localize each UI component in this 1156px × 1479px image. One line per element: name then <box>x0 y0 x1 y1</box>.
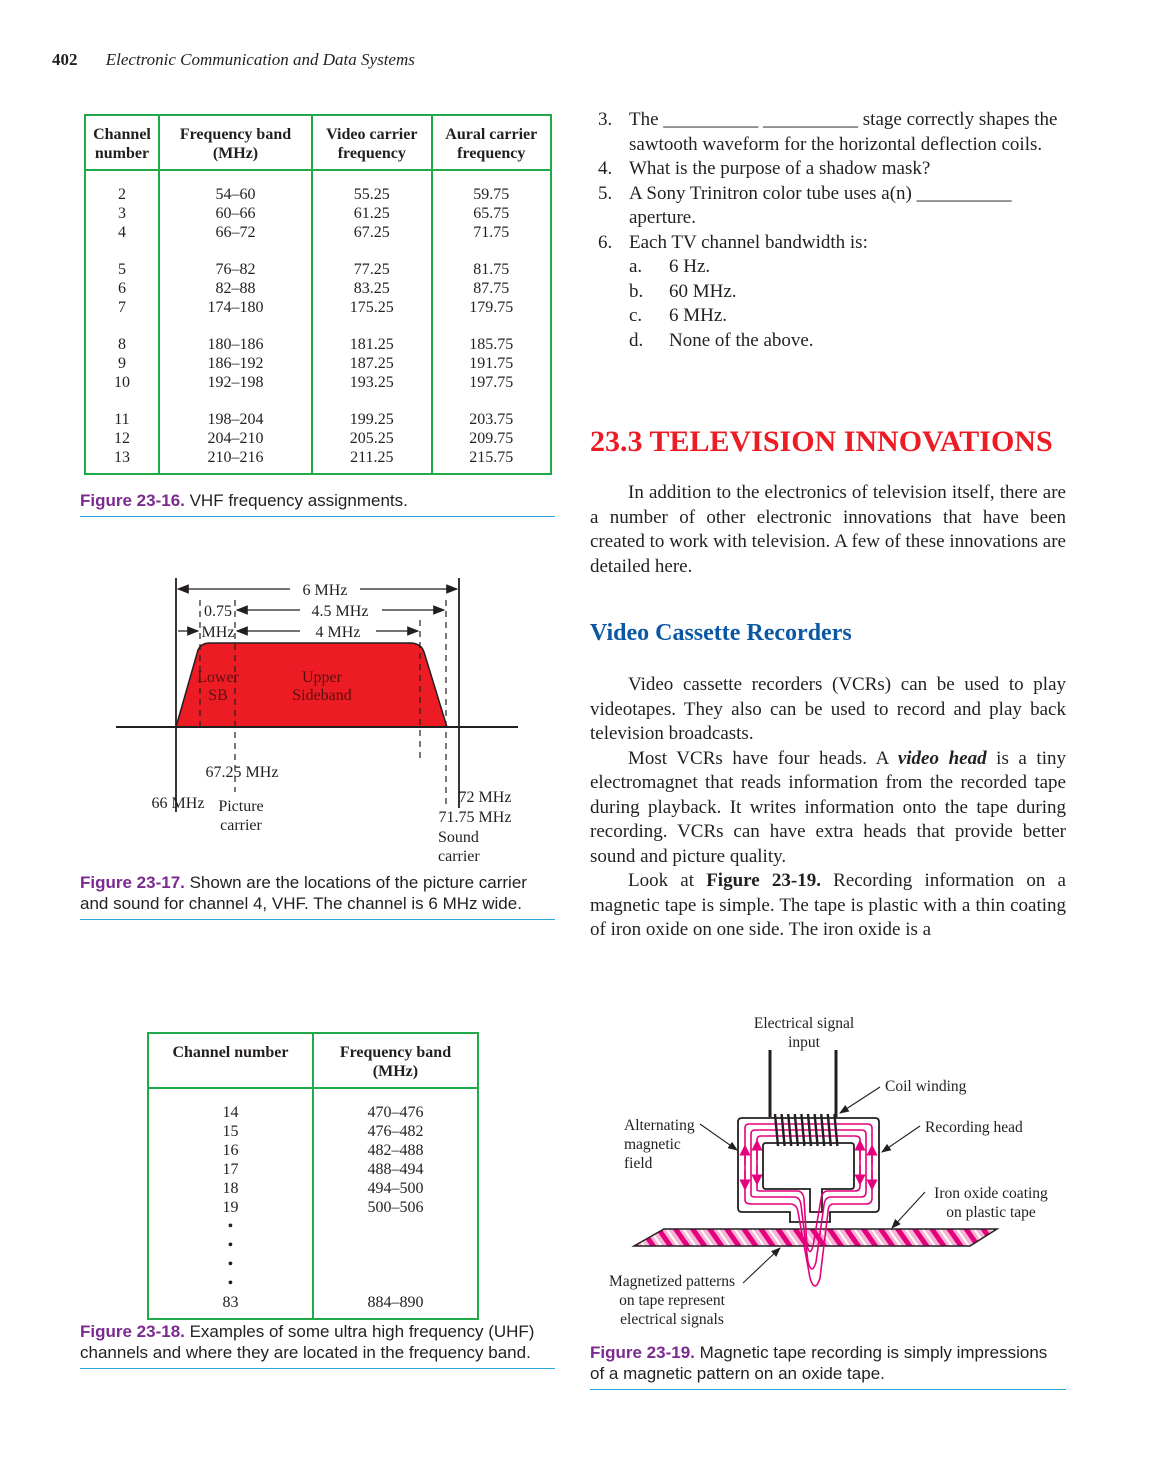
label-coating-2: on plastic tape <box>946 1204 1036 1221</box>
subsection-heading: Video Cassette Recorders <box>590 620 852 646</box>
caption-text: Shown are the locations of the picture carrier and sound for channel 4, VHF. The channel is 6 MHz wide. <box>80 873 527 913</box>
table-cell: 488–494 <box>313 1160 478 1179</box>
spacer-cell <box>159 242 312 260</box>
spacer-cell <box>312 242 431 260</box>
table-cell: 19 <box>148 1198 313 1217</box>
table-cell: 174–180 <box>159 298 312 317</box>
label-mhz: MHz <box>201 624 235 641</box>
answer-option <box>598 280 1068 305</box>
table-row <box>85 298 551 317</box>
table-cell: 59.75 <box>432 170 552 204</box>
text: is a tiny electromagnet that reads information from the recorded tape during playback. It writes information onto the tape during recording. VCRs can have extra heads that provide better sound and picture quality. <box>590 747 1066 867</box>
table-row <box>148 1122 478 1141</box>
table-cell: 215.75 <box>432 448 552 474</box>
label-4-5mhz: 4.5 MHz <box>311 603 369 620</box>
table-row <box>85 448 551 474</box>
label-picture: Picture <box>218 798 264 815</box>
header-line: frequency <box>337 145 406 162</box>
answer-option <box>598 255 1068 280</box>
table-cell: 3 <box>85 204 159 223</box>
answer-option <box>598 329 1068 354</box>
option-text: 60 MHz. <box>669 280 737 302</box>
label-72: 72 MHz <box>458 789 512 806</box>
table-cell: 210–216 <box>159 448 312 474</box>
option-letter: c. <box>629 305 643 326</box>
label-patterns-1: Magnetized patterns <box>608 1273 736 1290</box>
header-line: (MHz) <box>372 1063 419 1080</box>
table-cell: 199.25 <box>312 410 431 429</box>
table-cell: 54–60 <box>159 170 312 204</box>
table-cell: 203.75 <box>432 410 552 429</box>
table-cell: 77.25 <box>312 260 431 279</box>
option-letter: d. <box>629 329 644 351</box>
table-cell: 6 <box>85 279 159 298</box>
table-cell: 12 <box>85 429 159 448</box>
label-sound: Sound <box>438 829 479 846</box>
column-header <box>432 115 552 170</box>
channel-spectrum-diagram <box>100 570 540 870</box>
intro-paragraph: In addition to the electronics of television itself, there are a number of other electronic innovations that have been created to work with television. A few of these innovations are detailed here. <box>590 482 1066 577</box>
label-carrier: carrier <box>220 817 262 834</box>
label-66: 66 MHz <box>151 795 205 812</box>
answer-option <box>598 304 1068 329</box>
column-header <box>159 115 312 170</box>
table-cell: 15 <box>148 1122 313 1141</box>
table-cell: 82–88 <box>159 279 312 298</box>
pointer-coil <box>840 1087 880 1113</box>
vcr-paragraph-3 <box>590 869 1066 943</box>
label-6mhz: 6 MHz <box>302 582 348 599</box>
table-cell: 87.75 <box>432 279 552 298</box>
table-cell: 209.75 <box>432 429 552 448</box>
book-title: Electronic Communication and Data Systems <box>105 50 415 69</box>
header-line: number <box>94 145 150 162</box>
column-header <box>85 115 159 170</box>
table-cell: 13 <box>85 448 159 474</box>
label-4mhz: 4 MHz <box>315 624 361 641</box>
table-row <box>148 1198 478 1217</box>
vhf-table-wrap <box>84 114 552 475</box>
vcr-paragraph-2 <box>590 747 1066 870</box>
table-row <box>85 204 551 223</box>
table-cell: 55.25 <box>312 170 431 204</box>
header-line: Frequency band <box>339 1044 452 1061</box>
table-row <box>85 354 551 373</box>
recording-head-diagram <box>595 1005 1065 1335</box>
table-row <box>148 1255 478 1274</box>
table-cell <box>313 1217 478 1236</box>
figure-label: Figure 23-16. <box>80 491 185 510</box>
label-signal-input-2: input <box>788 1034 820 1051</box>
label-0-75: 0.75 <box>204 603 232 620</box>
table-row <box>148 1217 478 1236</box>
table-cell <box>313 1236 478 1255</box>
table-cell: 18 <box>148 1179 313 1198</box>
table-cell: 14 <box>148 1088 313 1122</box>
label-field-2: magnetic <box>624 1136 681 1153</box>
figure-label: Figure 23-19. <box>590 1343 695 1362</box>
table-row <box>148 1293 478 1319</box>
section-intro <box>590 481 1066 579</box>
label-field-1: Alternating <box>624 1117 695 1134</box>
table-cell: 193.25 <box>312 373 431 392</box>
vhf-frequency-table <box>84 114 552 475</box>
header-line: Channel number <box>172 1044 289 1061</box>
spacer-cell <box>432 392 552 410</box>
figure-label: Figure 23-18. <box>80 1322 185 1341</box>
spacer-cell <box>85 317 159 335</box>
table-row <box>85 223 551 242</box>
table-cell: 494–500 <box>313 1179 478 1198</box>
table-row <box>85 260 551 279</box>
table-cell: 8 <box>85 335 159 354</box>
table-row <box>148 1236 478 1255</box>
label-67-25: 67.25 MHz <box>205 764 279 781</box>
text: Recording information on a magnetic tape is simple. The tape is plastic with a thin coating of iron oxide on one side. The iron oxide is a <box>590 870 1066 940</box>
section-heading: 23.3 TELEVISION INNOVATIONS <box>590 425 1053 458</box>
table-row <box>85 335 551 354</box>
table-cell: 11 <box>85 410 159 429</box>
vcr-paragraph-1: Video cassette recorders (VCRs) can be used to play videotapes. They also can be used to record and play back television broadcasts. <box>590 674 1066 744</box>
label-head: Recording head <box>925 1119 1023 1136</box>
figure-23-16-caption <box>80 490 555 517</box>
table-cell: 191.75 <box>432 354 552 373</box>
table-cell: 16 <box>148 1141 313 1160</box>
table-row <box>148 1088 478 1122</box>
table-cell <box>313 1274 478 1293</box>
figure-reference: Figure 23-19. <box>706 870 821 891</box>
option-letter: a. <box>629 256 643 277</box>
table-cell: 470–476 <box>313 1088 478 1122</box>
option-letter: b. <box>629 280 644 302</box>
question-text: A Sony Trinitron color tube uses a(n) __________ aperture. <box>629 182 1012 228</box>
table-row <box>148 1160 478 1179</box>
figure-23-17-caption <box>80 872 555 920</box>
question-number: 3. <box>598 109 613 130</box>
question-number: 6. <box>598 231 613 253</box>
table-cell: 66–72 <box>159 223 312 242</box>
label-upper: Upper <box>302 669 342 686</box>
spacer-cell <box>432 317 552 335</box>
uhf-table-wrap <box>147 1032 479 1320</box>
label-sb: SB <box>208 687 228 704</box>
table-row <box>85 429 551 448</box>
pointer-field <box>700 1124 737 1150</box>
table-cell: 187.25 <box>312 354 431 373</box>
table-cell: • <box>148 1236 313 1255</box>
table-cell: 482–488 <box>313 1141 478 1160</box>
caption-text: Magnetic tape recording is simply impressions of a magnetic pattern on an oxide tape. <box>590 1343 1048 1383</box>
table-cell: 186–192 <box>159 354 312 373</box>
table-row <box>148 1179 478 1198</box>
question-number: 4. <box>598 158 613 179</box>
figure-23-19-caption <box>590 1342 1066 1390</box>
question-text: Each TV channel bandwidth is: <box>629 231 868 253</box>
label-patterns-2: on tape represent <box>619 1292 725 1309</box>
table-cell <box>313 1255 478 1274</box>
table-cell: 185.75 <box>432 335 552 354</box>
table-cell: 197.75 <box>432 373 552 392</box>
term-video-head: video head <box>897 747 987 769</box>
running-head <box>52 50 415 70</box>
table-row <box>85 170 551 204</box>
pointer-coating <box>892 1192 925 1228</box>
uhf-frequency-table <box>147 1032 479 1320</box>
table-row <box>85 279 551 298</box>
spacer-cell <box>159 392 312 410</box>
table-cell: 76–82 <box>159 260 312 279</box>
table-cell: 7 <box>85 298 159 317</box>
table-cell: 10 <box>85 373 159 392</box>
option-text: 6 MHz. <box>669 305 728 326</box>
pointer-patterns <box>743 1248 780 1283</box>
spacer-cell <box>85 392 159 410</box>
table-cell: 5 <box>85 260 159 279</box>
label-signal-input: Electrical signal <box>753 1015 855 1032</box>
question-item <box>598 157 1068 182</box>
column-header <box>312 115 431 170</box>
table-row <box>148 1274 478 1293</box>
header-line: frequency <box>457 145 526 162</box>
question-item <box>598 182 1068 231</box>
table-row <box>85 373 551 392</box>
table-cell: 17 <box>148 1160 313 1179</box>
table-cell: 9 <box>85 354 159 373</box>
table-cell: 65.75 <box>432 204 552 223</box>
option-text: None of the above. <box>669 329 814 351</box>
table-row <box>85 410 551 429</box>
recording-head <box>738 1118 879 1222</box>
table-cell: 180–186 <box>159 335 312 354</box>
table-cell: 198–204 <box>159 410 312 429</box>
table-cell: 204–210 <box>159 429 312 448</box>
group-spacer <box>85 242 551 260</box>
pointer-head <box>882 1126 920 1152</box>
table-cell: 83.25 <box>312 279 431 298</box>
spacer-cell <box>432 242 552 260</box>
spacer-cell <box>159 317 312 335</box>
group-spacer <box>85 317 551 335</box>
vcr-body <box>590 673 1066 943</box>
table-cell: • <box>148 1255 313 1274</box>
header-line: Video carrier <box>326 126 418 143</box>
table-cell: 60–66 <box>159 204 312 223</box>
column-header <box>313 1033 478 1088</box>
figure-label: Figure 23-17. <box>80 873 185 892</box>
table-cell: 476–482 <box>313 1122 478 1141</box>
table-cell: 71.75 <box>432 223 552 242</box>
spacer-cell <box>312 392 431 410</box>
label-71-75: 71.75 MHz <box>438 809 512 826</box>
label-sound-carrier: carrier <box>438 848 480 865</box>
question-number: 5. <box>598 182 613 204</box>
table-cell: 884–890 <box>313 1293 478 1319</box>
table-cell: 81.75 <box>432 260 552 279</box>
header-line: Aural carrier <box>445 126 538 143</box>
question-item <box>598 231 1068 256</box>
group-spacer <box>85 392 551 410</box>
table-cell: 500–506 <box>313 1198 478 1217</box>
header-line: (MHz) <box>212 145 259 162</box>
header-line: Channel <box>93 126 151 143</box>
question-text: The __________ __________ stage correctly shapes the sawtooth waveform for the horizontal deflection coils. <box>629 109 1058 155</box>
label-lower: Lower <box>197 669 239 686</box>
question-text: What is the purpose of a shadow mask? <box>629 158 931 179</box>
table-cell: 175.25 <box>312 298 431 317</box>
spacer-cell <box>85 242 159 260</box>
label-coil: Coil winding <box>885 1078 967 1095</box>
option-text: 6 Hz. <box>669 256 711 277</box>
caption-text: VHF frequency assignments. <box>184 491 408 510</box>
table-cell: 67.25 <box>312 223 431 242</box>
column-header <box>148 1033 313 1088</box>
table-cell: • <box>148 1274 313 1293</box>
table-cell: 61.25 <box>312 204 431 223</box>
table-row <box>148 1141 478 1160</box>
table-cell: • <box>148 1217 313 1236</box>
page-number: 402 <box>52 50 78 69</box>
caption-text: Examples of some ultra high frequency (UHF) channels and where they are located in the frequency band. <box>80 1322 535 1362</box>
question-item <box>598 108 1068 157</box>
table-cell: 211.25 <box>312 448 431 474</box>
text: Most VCRs have four heads. A <box>628 747 898 769</box>
table-cell: 205.25 <box>312 429 431 448</box>
table-cell: 181.25 <box>312 335 431 354</box>
review-questions <box>598 108 1068 353</box>
table-cell: 2 <box>85 170 159 204</box>
figure-23-18-caption <box>80 1321 555 1369</box>
label-field-3: field <box>624 1155 653 1172</box>
spacer-cell <box>312 317 431 335</box>
label-patterns-3: electrical signals <box>620 1311 724 1328</box>
text: Look at <box>628 870 707 891</box>
table-cell: 192–198 <box>159 373 312 392</box>
label-sideband: Sideband <box>292 687 352 704</box>
header-line: Frequency band <box>179 126 292 143</box>
label-coating-1: Iron oxide coating <box>934 1185 1048 1202</box>
table-cell: 83 <box>148 1293 313 1319</box>
table-cell: 4 <box>85 223 159 242</box>
table-cell: 179.75 <box>432 298 552 317</box>
